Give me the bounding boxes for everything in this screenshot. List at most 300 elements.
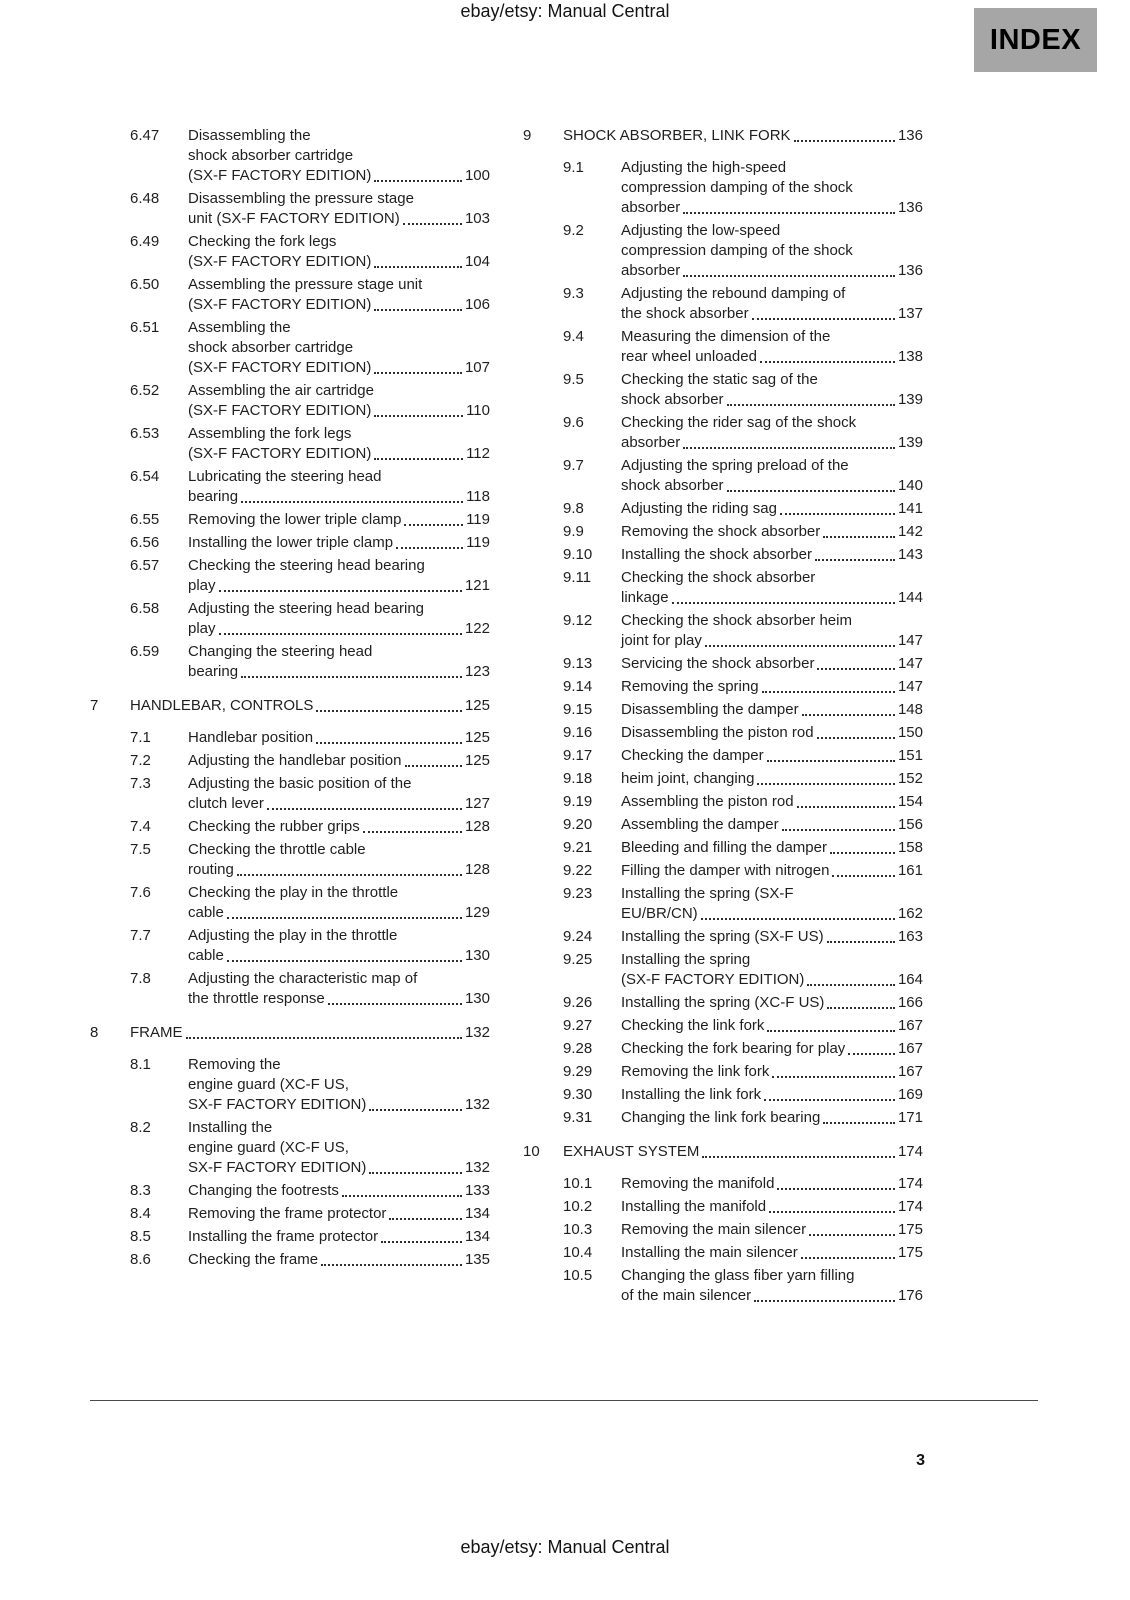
title-text: HANDLEBAR, CONTROLS [130,697,314,714]
entry-number: 6.50 [130,276,160,293]
title-text: Installing the spring (SX-F US) [621,928,824,945]
entry-title [621,413,923,453]
dot-leader [823,536,895,538]
entry-title [621,221,923,281]
title-line [188,1158,490,1178]
entry-title [188,1055,490,1115]
dot-leader [241,501,463,503]
entry-title [188,728,490,748]
entry-title [188,926,490,966]
title-text: shock absorber [621,477,724,494]
entry-page-ref: 106 [464,296,490,313]
entry-page-ref: 125 [464,697,490,714]
title-line: Disassembling the [188,127,311,144]
title-line [621,700,923,720]
title-text: SHOCK ABSORBER, LINK FORK [563,127,791,144]
title-line [188,662,490,682]
title-line [188,619,490,639]
toc-entry [523,284,923,324]
dot-leader [807,984,895,986]
entry-title [188,318,490,378]
dot-leader [374,372,462,374]
entry-page-ref: 128 [464,818,490,835]
title-text: absorber [621,262,681,279]
toc-entry [523,499,923,519]
entry-title [621,950,923,990]
entry-title [621,927,923,947]
dot-leader [374,415,463,417]
title-text: SX-F FACTORY EDITION) [188,1159,367,1176]
title-text: Removing the main silencer [621,1221,807,1238]
dot-leader [757,783,895,785]
entry-title [621,1243,923,1263]
entry-page-ref: 156 [897,816,923,833]
entry-title [621,838,923,858]
title-line [621,654,923,674]
title-line [621,1197,923,1217]
dot-leader [780,513,895,515]
dot-leader [702,1156,895,1158]
entry-number: 9.12 [563,612,593,629]
entry-page-ref: 134 [464,1205,490,1222]
toc-entry [523,677,923,697]
entry-page-ref: 163 [897,928,923,945]
title-text: the shock absorber [621,305,749,322]
title-line [621,522,923,542]
toc-entry [90,510,490,530]
toc-entry [90,840,490,880]
toc-entry [523,1108,923,1128]
entry-page-ref: 133 [464,1182,490,1199]
toc-entry [90,883,490,923]
dot-leader [241,676,462,678]
title-text: Changing the link fork bearing [621,1109,821,1126]
entry-number: 7.1 [130,729,151,746]
toc-entry [523,611,923,651]
entry-page-ref: 138 [897,348,923,365]
title-line: compression damping of the shock [621,179,853,196]
entry-number: 7.4 [130,818,151,835]
dot-leader [802,714,895,716]
title-line: compression damping of the shock [621,242,853,259]
title-text: bearing [188,488,239,505]
entry-number: 7.7 [130,927,151,944]
dot-leader [848,1053,895,1055]
dot-leader [809,1234,895,1236]
entry-title [621,1085,923,1105]
entry-number: 9.29 [563,1063,593,1080]
dot-leader [186,1037,462,1039]
title-line: shock absorber cartridge [188,147,354,164]
entry-title [621,568,923,608]
entry-page-ref: 175 [897,1244,923,1261]
title-text: Checking the fork bearing for play [621,1040,846,1057]
title-text: (SX-F FACTORY EDITION) [188,296,372,313]
entry-title [188,774,490,814]
title-text: the throttle response [188,990,325,1007]
title-line: Installing the spring (SX-F [621,885,794,902]
entry-page-ref: 125 [464,729,490,746]
title-line [621,815,923,835]
entry-title [621,1174,923,1194]
dot-leader [701,918,895,920]
toc-entry [523,700,923,720]
title-line [621,261,923,281]
entry-title [621,1062,923,1082]
toc-section-header [90,1023,490,1043]
entry-page-ref: 119 [466,534,490,551]
toc-entry [90,728,490,748]
title-text: EU/BR/CN) [621,905,698,922]
toc-entry [90,751,490,771]
title-line [621,769,923,789]
entry-title [188,1118,490,1178]
title-line [188,794,490,814]
footer-title: ebay/etsy: Manual Central [460,1537,670,1557]
entry-page-ref: 112 [466,445,490,462]
title-text: Checking the damper [621,747,764,764]
entry-page-ref: 167 [897,1040,923,1057]
dot-leader [817,737,895,739]
entry-page-ref: 132 [464,1159,490,1176]
title-line [621,1108,923,1128]
entry-title [188,642,490,682]
entry-title [130,696,490,716]
title-text: of the main silencer [621,1287,752,1304]
entry-number: 9.22 [563,862,593,879]
toc-entry [523,1085,923,1105]
entry-number: 9.26 [563,994,593,1011]
toc-entry [90,424,490,464]
toc-entry [523,1016,923,1036]
entry-page-ref: 130 [464,947,490,964]
entry-title [621,769,923,789]
title-line [621,970,923,990]
dot-leader [227,960,462,962]
toc-entry [90,1204,490,1224]
title-line: Assembling the [188,319,291,336]
entry-title [621,1266,923,1306]
title-line: Checking the rider sag of the shock [621,414,857,431]
entry-page-ref: 123 [464,663,490,680]
toc-entry [90,817,490,837]
entry-title [621,370,923,410]
dot-leader [772,1076,895,1078]
dot-leader [342,1195,462,1197]
entry-page-ref: 136 [897,262,923,279]
title-line [188,989,490,1009]
dot-leader [817,668,895,670]
title-line [621,1016,923,1036]
toc-entry [523,746,923,766]
title-text: Adjusting the riding sag [621,500,777,517]
entry-title [621,327,923,367]
title-text: routing [188,861,234,878]
entry-page-ref: 110 [466,402,490,419]
entry-page-ref: 148 [897,701,923,718]
toc-entry [523,413,923,453]
section-number: 7 [90,697,99,714]
toc-entry [90,232,490,272]
entry-page-ref: 143 [897,546,923,563]
title-text: Installing the manifold [621,1198,767,1215]
toc-entry [523,456,923,496]
entry-number: 9.23 [563,885,593,902]
entry-title [621,861,923,881]
entry-title [621,611,923,651]
entry-title [188,1181,490,1201]
entry-title [188,189,490,229]
dot-leader [328,1003,462,1005]
footer-divider [90,1400,1038,1401]
title-line [188,728,490,748]
title-line [188,1181,490,1201]
title-line: Adjusting the steering head bearing [188,600,425,617]
entry-page-ref: 169 [897,1086,923,1103]
title-text: Installing the shock absorber [621,546,812,563]
entry-title [621,815,923,835]
title-line: Adjusting the play in the throttle [188,927,398,944]
entry-page-ref: 174 [897,1143,923,1160]
entry-page-ref: 158 [897,839,923,856]
entry-page-ref: 121 [464,577,490,594]
entry-page-ref: 132 [464,1096,490,1113]
title-line [188,533,490,553]
entry-page-ref: 167 [897,1063,923,1080]
title-line [621,476,923,496]
title-text: Checking the rubber grips [188,818,360,835]
entry-number: 6.48 [130,190,160,207]
entry-title [621,1016,923,1036]
toc-entry [90,642,490,682]
toc-entry [90,556,490,596]
title-line: Checking the fork legs [188,233,337,250]
entry-page-ref: 142 [897,523,923,540]
entry-number: 7.3 [130,775,151,792]
title-text: Checking the frame [188,1251,319,1268]
entry-page-ref: 128 [464,861,490,878]
title-line [188,295,490,315]
entry-title [621,284,923,324]
entry-number: 9.27 [563,1017,593,1034]
entry-page-ref: 100 [464,167,490,184]
title-line [621,198,923,218]
toc-entry [90,189,490,229]
entry-page-ref: 136 [897,199,923,216]
title-line [188,444,490,464]
toc-entry [523,1220,923,1240]
toc-entry [90,969,490,1009]
dot-leader [389,1218,462,1220]
entry-page-ref: 144 [897,589,923,606]
title-line: Adjusting the characteristic map of [188,970,418,987]
entry-page-ref: 122 [464,620,490,637]
entry-number: 9.6 [563,414,584,431]
entry-title [621,723,923,743]
toc-entry [523,950,923,990]
dot-leader [767,1030,895,1032]
title-line: Installing the [188,1119,273,1136]
dot-leader [762,691,895,693]
entry-title [188,381,490,421]
title-line: engine guard (XC-F US, [188,1076,349,1093]
entry-page-ref: 174 [897,1198,923,1215]
dot-leader [815,559,895,561]
entry-number: 6.47 [130,127,160,144]
entry-number: 9.18 [563,770,593,787]
title-text: Servicing the shock absorber [621,655,815,672]
toc-entry [523,522,923,542]
title-line: Assembling the air cartridge [188,382,374,399]
entry-title [621,884,923,924]
entry-number: 6.57 [130,557,160,574]
dot-leader [827,1007,895,1009]
entry-page-ref: 171 [897,1109,923,1126]
title-line [188,401,490,421]
entry-number: 9.17 [563,747,593,764]
entry-page-ref: 152 [897,770,923,787]
title-text: Handlebar position [188,729,314,746]
title-line [188,576,490,596]
entry-number: 9.3 [563,285,584,302]
title-line [621,677,923,697]
entry-page-ref: 137 [897,305,923,322]
title-line [563,1142,923,1162]
entry-page-ref: 130 [464,990,490,1007]
entry-page-ref: 119 [466,511,490,528]
title-line [188,817,490,837]
entry-number: 9.5 [563,371,584,388]
entry-number: 6.56 [130,534,160,551]
dot-leader [404,524,463,526]
toc-entry [523,158,923,218]
entry-title [188,840,490,880]
title-line [621,993,923,1013]
entry-number: 9.14 [563,678,593,695]
toc-entry [90,1250,490,1270]
entry-number: 8.4 [130,1205,151,1222]
entry-number: 8.3 [130,1182,151,1199]
title-text: Removing the lower triple clamp [188,511,402,528]
title-line: Checking the play in the throttle [188,884,399,901]
title-text: shock absorber [621,391,724,408]
entry-page-ref: 147 [897,678,923,695]
dot-leader [832,875,895,877]
title-line [188,166,490,186]
entry-number: 9.20 [563,816,593,833]
dot-leader [705,645,895,647]
toc-entry [90,318,490,378]
entry-title [563,1142,923,1162]
entry-page-ref: 125 [464,752,490,769]
title-text: linkage [621,589,669,606]
title-text: Assembling the piston rod [621,793,794,810]
entry-number: 6.49 [130,233,160,250]
title-line [621,1220,923,1240]
title-line [621,433,923,453]
entry-number: 9.7 [563,457,584,474]
entry-title [621,677,923,697]
title-line: Measuring the dimension of the [621,328,831,345]
entry-page-ref: 135 [464,1251,490,1268]
entry-title [188,883,490,923]
entry-page-ref: 161 [897,862,923,879]
title-text: Removing the manifold [621,1175,775,1192]
entry-title [621,1197,923,1217]
title-text: Changing the footrests [188,1182,339,1199]
title-text: Installing the main silencer [621,1244,798,1261]
entry-number: 6.51 [130,319,160,336]
entry-number: 6.58 [130,600,160,617]
title-text: joint for play [621,632,702,649]
entry-page-ref: 136 [897,127,923,144]
entry-number: 6.54 [130,468,160,485]
entry-title [188,1227,490,1247]
entry-page-ref: 104 [464,253,490,270]
dot-leader [823,1122,895,1124]
title-text: (SX-F FACTORY EDITION) [188,167,372,184]
toc-entry [523,861,923,881]
dot-leader [672,602,895,604]
title-line [621,792,923,812]
title-text: cable [188,904,224,921]
title-line: Changing the glass fiber yarn filling [621,1267,855,1284]
title-line [621,1243,923,1263]
entry-number: 9.11 [563,569,592,586]
dot-leader [374,266,462,268]
entry-number: 10.4 [563,1244,593,1261]
title-line [188,946,490,966]
toc-section-header [523,1142,923,1162]
entry-title [621,700,923,720]
toc-entry [523,1266,923,1306]
title-line: Adjusting the high-speed [621,159,787,176]
entry-page-ref: 139 [897,391,923,408]
title-line: Adjusting the spring preload of the [621,457,849,474]
title-text: cable [188,947,224,964]
entry-number: 9.19 [563,793,593,810]
index-tab-label: INDEX [989,23,1082,56]
dot-leader [219,590,462,592]
entry-title [188,1204,490,1224]
entry-number: 9.13 [563,655,593,672]
title-text: Disassembling the damper [621,701,799,718]
dot-leader [369,1172,462,1174]
dot-leader [405,765,462,767]
title-line: Checking the shock absorber heim [621,612,852,629]
title-line [621,1062,923,1082]
entry-title [188,533,490,553]
entry-number: 9.9 [563,523,584,540]
entry-page-ref: 162 [897,905,923,922]
toc-column-left [90,126,490,1309]
title-text: play [188,620,216,637]
dot-leader [760,361,895,363]
entry-page-ref: 107 [464,359,490,376]
toc-entry [90,926,490,966]
entry-title [188,599,490,639]
entry-page-ref: 141 [897,500,923,517]
toc-entry [90,381,490,421]
entry-page-ref: 175 [897,1221,923,1238]
entry-number: 8.5 [130,1228,151,1245]
toc-section-header [90,696,490,716]
dot-leader [794,140,895,142]
entry-number: 10.2 [563,1198,593,1215]
title-line [621,631,923,651]
entry-title [621,1108,923,1128]
toc-entry [523,327,923,367]
